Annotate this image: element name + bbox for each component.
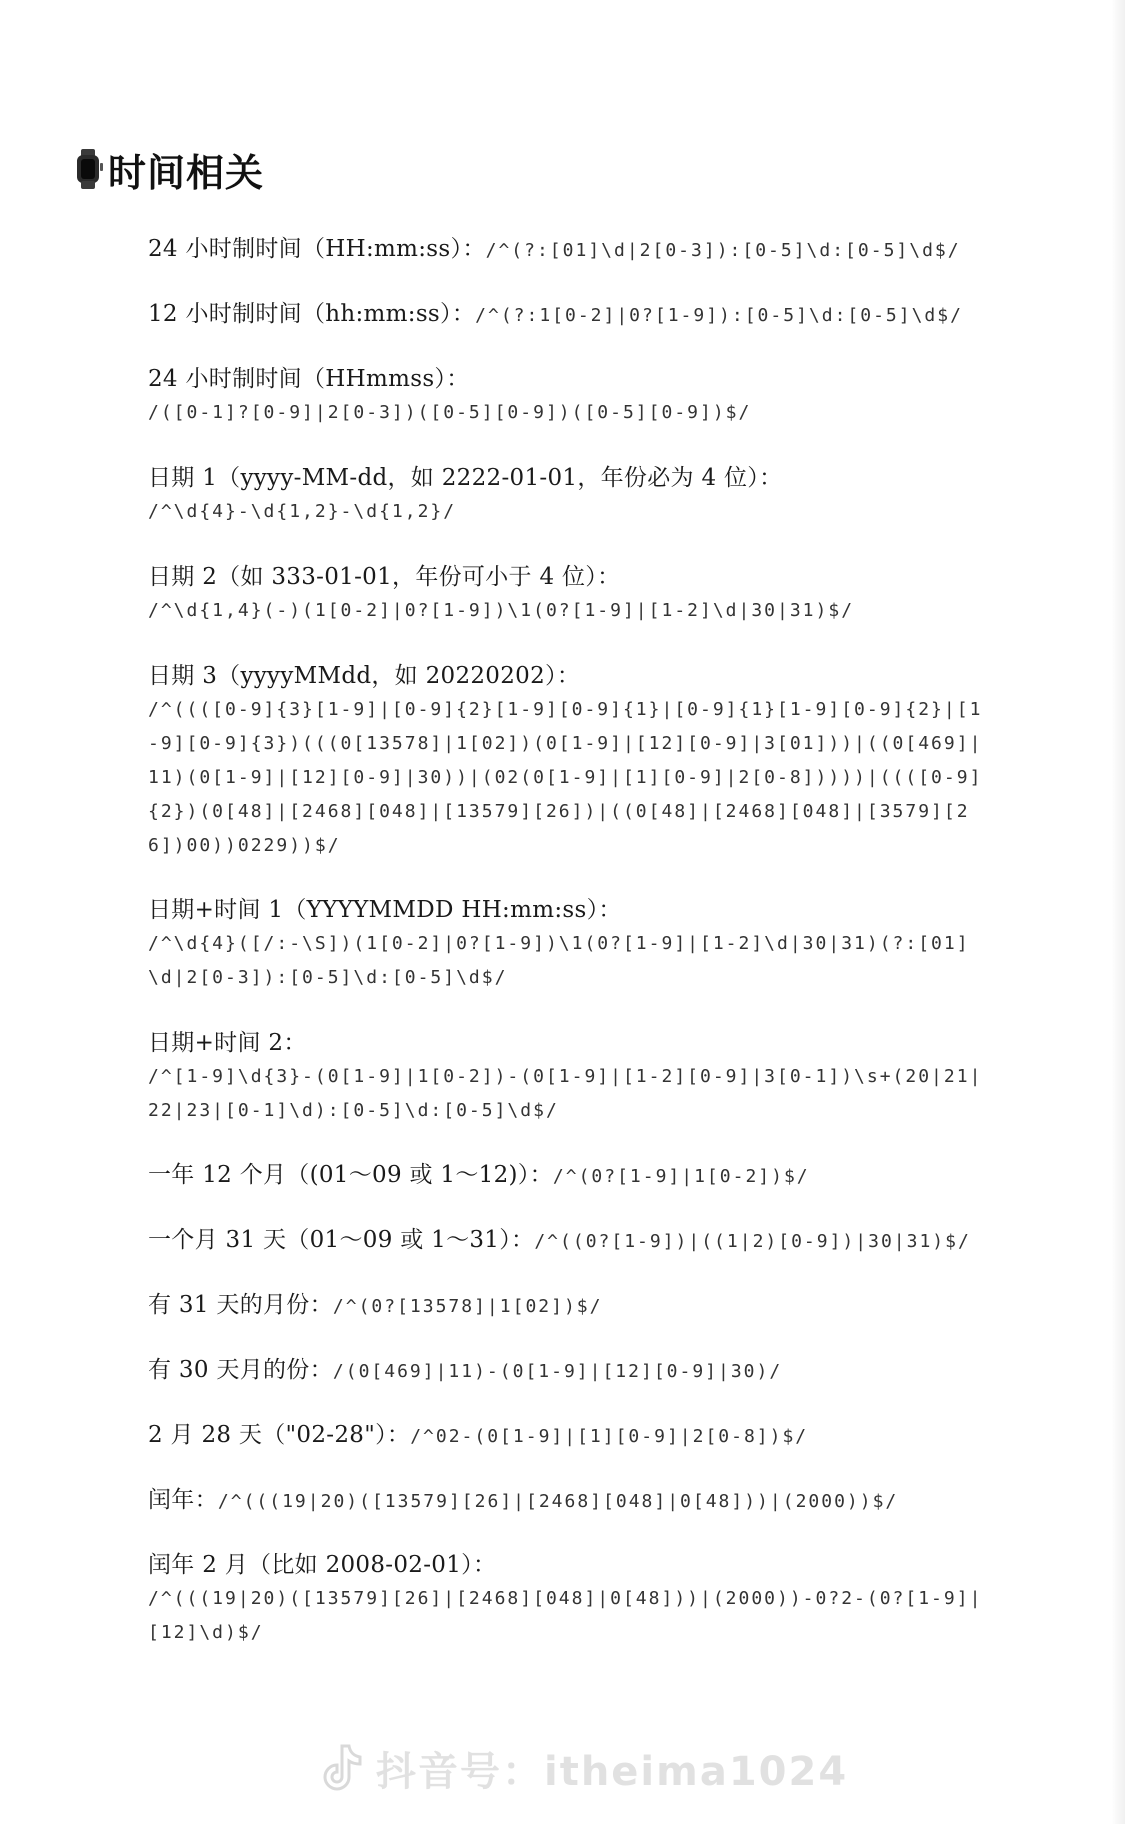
- entry-label: 日期 2（如 333-01-01，年份可小于 4 位）：: [148, 564, 621, 590]
- watermark-text: 抖音号：itheima1024: [376, 1748, 849, 1795]
- regex-entry-leap-year: [148, 1483, 988, 1548]
- entry-label: 闰年：: [148, 1487, 218, 1513]
- entry-label: 24 小时制时间（HHmmss）：: [148, 366, 470, 392]
- entry-regex: /^(((19|20)([13579][26]|[2468][048]|0[48]))|(2000))$/: [217, 1491, 899, 1512]
- entry-label: 闰年 2 月（比如 2008-02-01）：: [148, 1552, 497, 1578]
- entry-regex: /^(0?[1-9]|1[0-2])$/: [552, 1166, 810, 1187]
- entry-regex: /^(?:[01]\d|2[0-3]):[0-5]\d:[0-5]\d$/: [485, 240, 961, 261]
- entry-regex: /^\d{1,4}(-)(1[0-2]|0?[1-9])\1(0?[1-9]|[1-2]\d|30|31)$/: [148, 600, 855, 621]
- regex-entry-24h-compact: [148, 362, 988, 461]
- regex-entry-date-2: [148, 560, 988, 659]
- regex-entry-30-day-months: [148, 1353, 988, 1418]
- entry-label: 日期 1（yyyy-MM-dd，如 2222-01-01，年份必为 4 位）：: [148, 465, 783, 491]
- regex-entry-month: [148, 1158, 988, 1223]
- entry-label: 2 月 28 天（"02-28"）：: [148, 1422, 411, 1448]
- watermark: [320, 1740, 848, 1796]
- entry-label: 有 30 天月的份：: [148, 1357, 333, 1383]
- entry-regex: /^(((19|20)([13579][26]|[2468][048]|0[48]))|(2000))-0?2-(0?[1-9]|[12]\d)$/: [148, 1588, 983, 1643]
- watch-icon: [76, 149, 100, 189]
- entry-regex: /^(0?[13578]|1[02])$/: [332, 1296, 603, 1317]
- regex-entry-12h-colon: [148, 297, 988, 362]
- regex-entry-31-day-months: [148, 1288, 988, 1353]
- entry-regex: /^[1-9]\d{3}-(0[1-9]|1[0-2])-(0[1-9]|[1-2][0-9]|3[0-1])\s+(20|21|22|23|[0-1]\d):[0-5]\d:[0-5]\d$/: [148, 1066, 983, 1121]
- entry-label: 日期+时间 2：: [148, 1030, 307, 1056]
- regex-entry-feb-28: [148, 1418, 988, 1483]
- entry-regex: /(0[469]|11)-(0[1-9]|[12][0-9]|30)/: [332, 1361, 783, 1382]
- entry-label: 一个月 31 天（01～09 或 1～31）：: [148, 1227, 535, 1253]
- regex-entry-24h-colon: [148, 232, 988, 297]
- regex-entry-datetime-2: [148, 1026, 988, 1158]
- regex-entry-datetime-1: [148, 893, 988, 1026]
- entry-regex: /([0-1]?[0-9]|2[0-3])([0-5][0-9])([0-5][0-9])$/: [148, 402, 752, 423]
- entry-label: 12 小时制时间（hh:mm:ss）：: [148, 301, 476, 327]
- page-edge-shadow: [1111, 0, 1125, 1824]
- entry-regex: /^(?:1[0-2]|0?[1-9]):[0-5]\d:[0-5]\d$/: [475, 305, 963, 326]
- entry-label: 有 31 天的月份：: [148, 1292, 333, 1318]
- entry-label: 日期+时间 1（YYYYMMDD HH:mm:ss）：: [148, 897, 622, 923]
- entry-regex: /^\d{4}-\d{1,2}-\d{1,2}/: [148, 501, 457, 522]
- entry-regex: /^02-(0[1-9]|[1][0-9]|2[0-8])$/: [410, 1426, 809, 1447]
- regex-list: [148, 232, 988, 1647]
- entry-label: 24 小时制时间（HH:mm:ss）：: [148, 236, 486, 262]
- regex-entry-leap-feb: [148, 1548, 988, 1647]
- entry-regex: /^((0?[1-9])|((1|2)[0-9])|30|31)$/: [534, 1231, 971, 1252]
- entry-label: 日期 3（yyyyMMdd，如 20220202）：: [148, 663, 581, 689]
- section-title: 时间相关: [108, 150, 265, 195]
- regex-entry-date-1: [148, 461, 988, 560]
- entry-regex: /^\d{4}([/:-\S])(1[0-2]|0?[1-9])\1(0?[1-9]|[1-2]\d|30|31)(?:[01]\d|2[0-3]):[0-5]\d:[0-5]\d$/: [148, 933, 970, 988]
- section-heading: [76, 144, 264, 194]
- regex-entry-date-3: [148, 659, 988, 893]
- regex-entry-day: [148, 1223, 988, 1288]
- entry-regex: /^((([0-9]{3}[1-9]|[0-9]{2}[1-9][0-9]{1}|[0-9]{1}[1-9][0-9]{2}|[1-9][0-9]{3})(((0[13578]|1[02])(0[1-9]|[12][0-9]|3[01]))|((0[469]|11)(0[1-9]|[12][0-9]|30))|(02(0[1-9]|[1][0-9]|2[0-8]))))|((([0-9]{2})(0[48]|[2468][048]|[13579][26])|((0[48]|[2468][048]|[3579][26])00))0229))$/: [148, 699, 983, 856]
- tiktok-note-icon: [320, 1744, 362, 1792]
- entry-label: 一年 12 个月（(01～09 或 1～12)）：: [148, 1162, 553, 1188]
